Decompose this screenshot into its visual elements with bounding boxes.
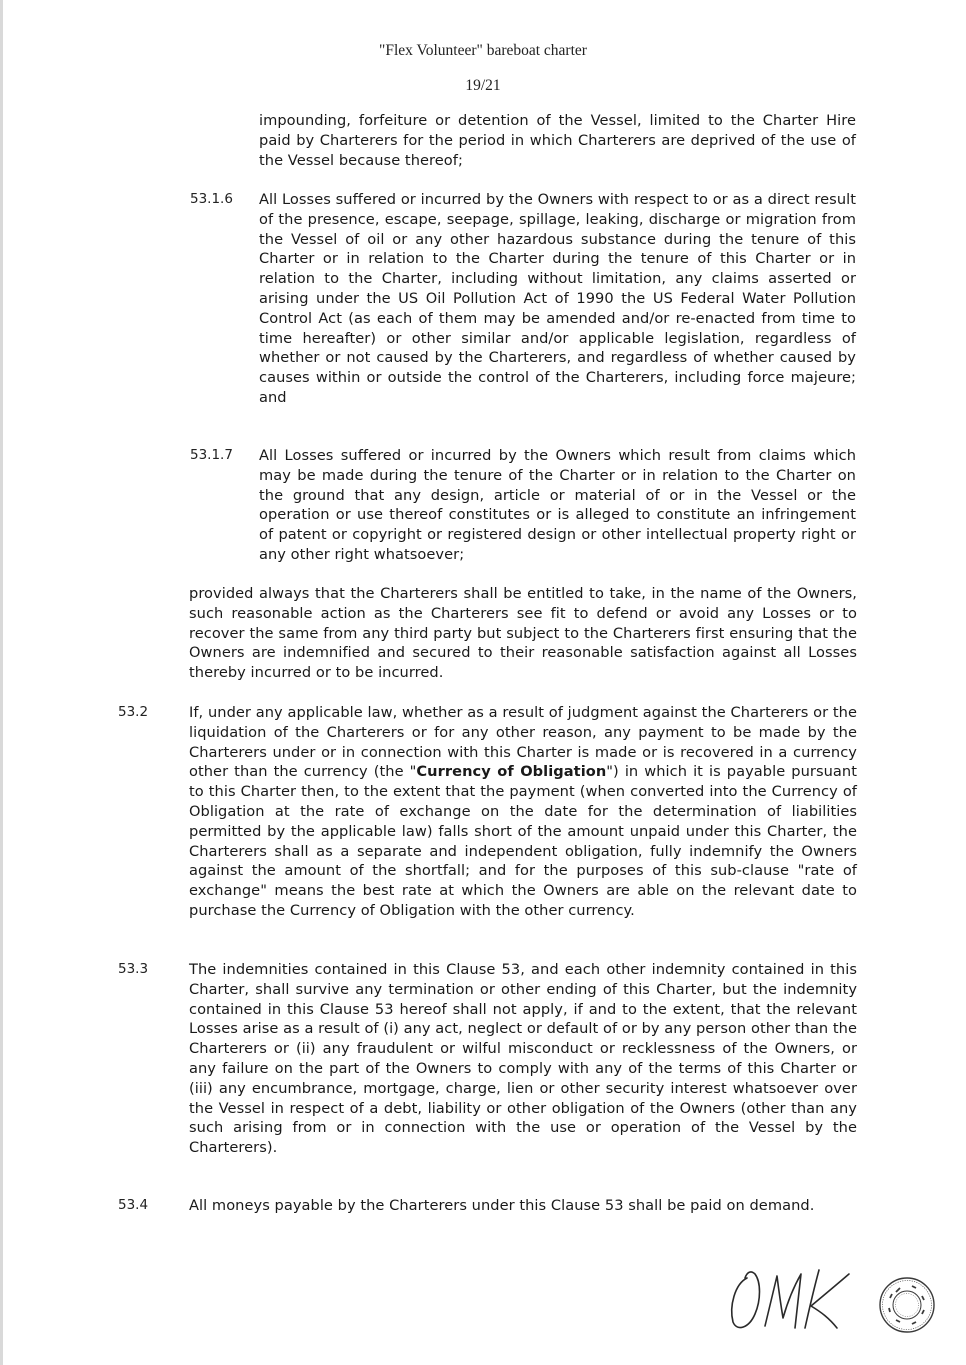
clause-53-1-7-text: All Losses suffered or incurred by the Owners which result from claims which may be made during the tenure of the Charter or in relation to the Charter on the ground that any design, article or material of or in the Vessel or the operation or use thereof constitutes or is alleged to constitute an infringement of patent or copyright or registered design or other intellectual property right or any other right whatsoever; [259, 447, 856, 563]
clause-53-3-text: The indemnities contained in this Clause 53, and each other indemnity contained in this Charter, shall survive any termination or other ending of this Charter, but the indemnity contained in this Clause 53 hereof shall not apply, if and to the extent, that the relevant Losses arise as a result of (i) any act, neglect or default of or by any person other than the Charterers or (ii) any fraudulent or wilful misconduct or recklessness of the Owners, or any failure on the part of the Owners to comply with any of the terms of this Charter or (iii) any encumbrance, mortgage, charge, lien or other security interest whatsoever over the Vessel in respect of a debt, liability or other obligation of the Owners (other than any such arising from or in connection with the use or operation of the Vessel by the Charterers). [189, 961, 857, 1157]
company-seal [878, 1276, 936, 1334]
clause-number-53-1-6: 53.1.6 [190, 191, 233, 207]
clause-number-53-4: 53.4 [118, 1197, 149, 1213]
clause-53-2-text-before: If, under any applicable law, whether as a result of judgment against the Charterers or the liquidation of the Charterers or for any other reason, any payment to be made by the Charterers under or in connection with this Charter is made or is recovered in a currency other than the currency (the " [189, 704, 857, 781]
clause-53-2-text-after: ") in which it is payable pursuant to this Charter then, to the extent that the payment (when converted into the Currency of Obligation at the rate of exchange on the date for the determination of liabilities permitted by the applicable law) falls short of the amount unpaid under this Charter, the Charterers shall as a separate and independent obligation, fully indemnify the Owners against the amount of the shortfall; and for the purposes of this sub-clause "rate of exchange" means the best rate at which the Owners are able on the relevant date to purchase the Currency of Obligation with the other currency. [189, 763, 857, 919]
continuation-paragraph: impounding, forfeiture or detention of the Vessel, limited to the Charter Hire paid by Charterers for the period in which Charterers are deprived of the use of the Vessel because thereof; [259, 112, 856, 169]
clause-number-53-1-7: 53.1.7 [190, 447, 233, 463]
clause-number-53-3: 53.3 [118, 961, 149, 977]
defined-term-currency-of-obligation: Currency of Obligation [416, 763, 607, 781]
handwritten-initials [725, 1262, 855, 1334]
clause-53-4-text: All moneys payable by the Charterers under this Clause 53 shall be paid on demand. [189, 1197, 815, 1214]
clause-number-53-2: 53.2 [118, 704, 149, 720]
scan-edge [0, 0, 3, 1365]
page-number: 19/21 [465, 77, 501, 94]
clause-53-2-text [189, 703, 857, 921]
document-title: "Flex Volunteer" bareboat charter [379, 42, 587, 59]
clause-53-1-6-text: All Losses suffered or incurred by the Owners with respect to or as a direct result of the presence, escape, seepage, spillage, leaking, discharge or migration from the Vessel of oil or any other hazardous substance during the tenure of this Charter or in relation to the Charter during the tenure of this Charter or in relation to the Charter, including without limitation, any claims asserted or arising under the US Oil Pollution Act of 1990 the US Federal Water Pollution Control Act (as each of them may be amended and/or re-enacted from time to time hereafter) or other similar and/or applicable legislation, regardless of whether or not caused by the Charterers, and regardless of whether caused by causes within or outside the control of the Charterers, including force majeure; and [259, 191, 856, 406]
proviso-paragraph: provided always that the Charterers shall be entitled to take, in the name of the Owners, such reasonable action as the Charterers see fit to defend or avoid any Losses or to recover the same from any third party but subject to the Charterers first ensuring that the Owners are indemnified and secured to their reasonable satisfaction against all Losses thereby incurred or to be incurred. [189, 585, 857, 682]
